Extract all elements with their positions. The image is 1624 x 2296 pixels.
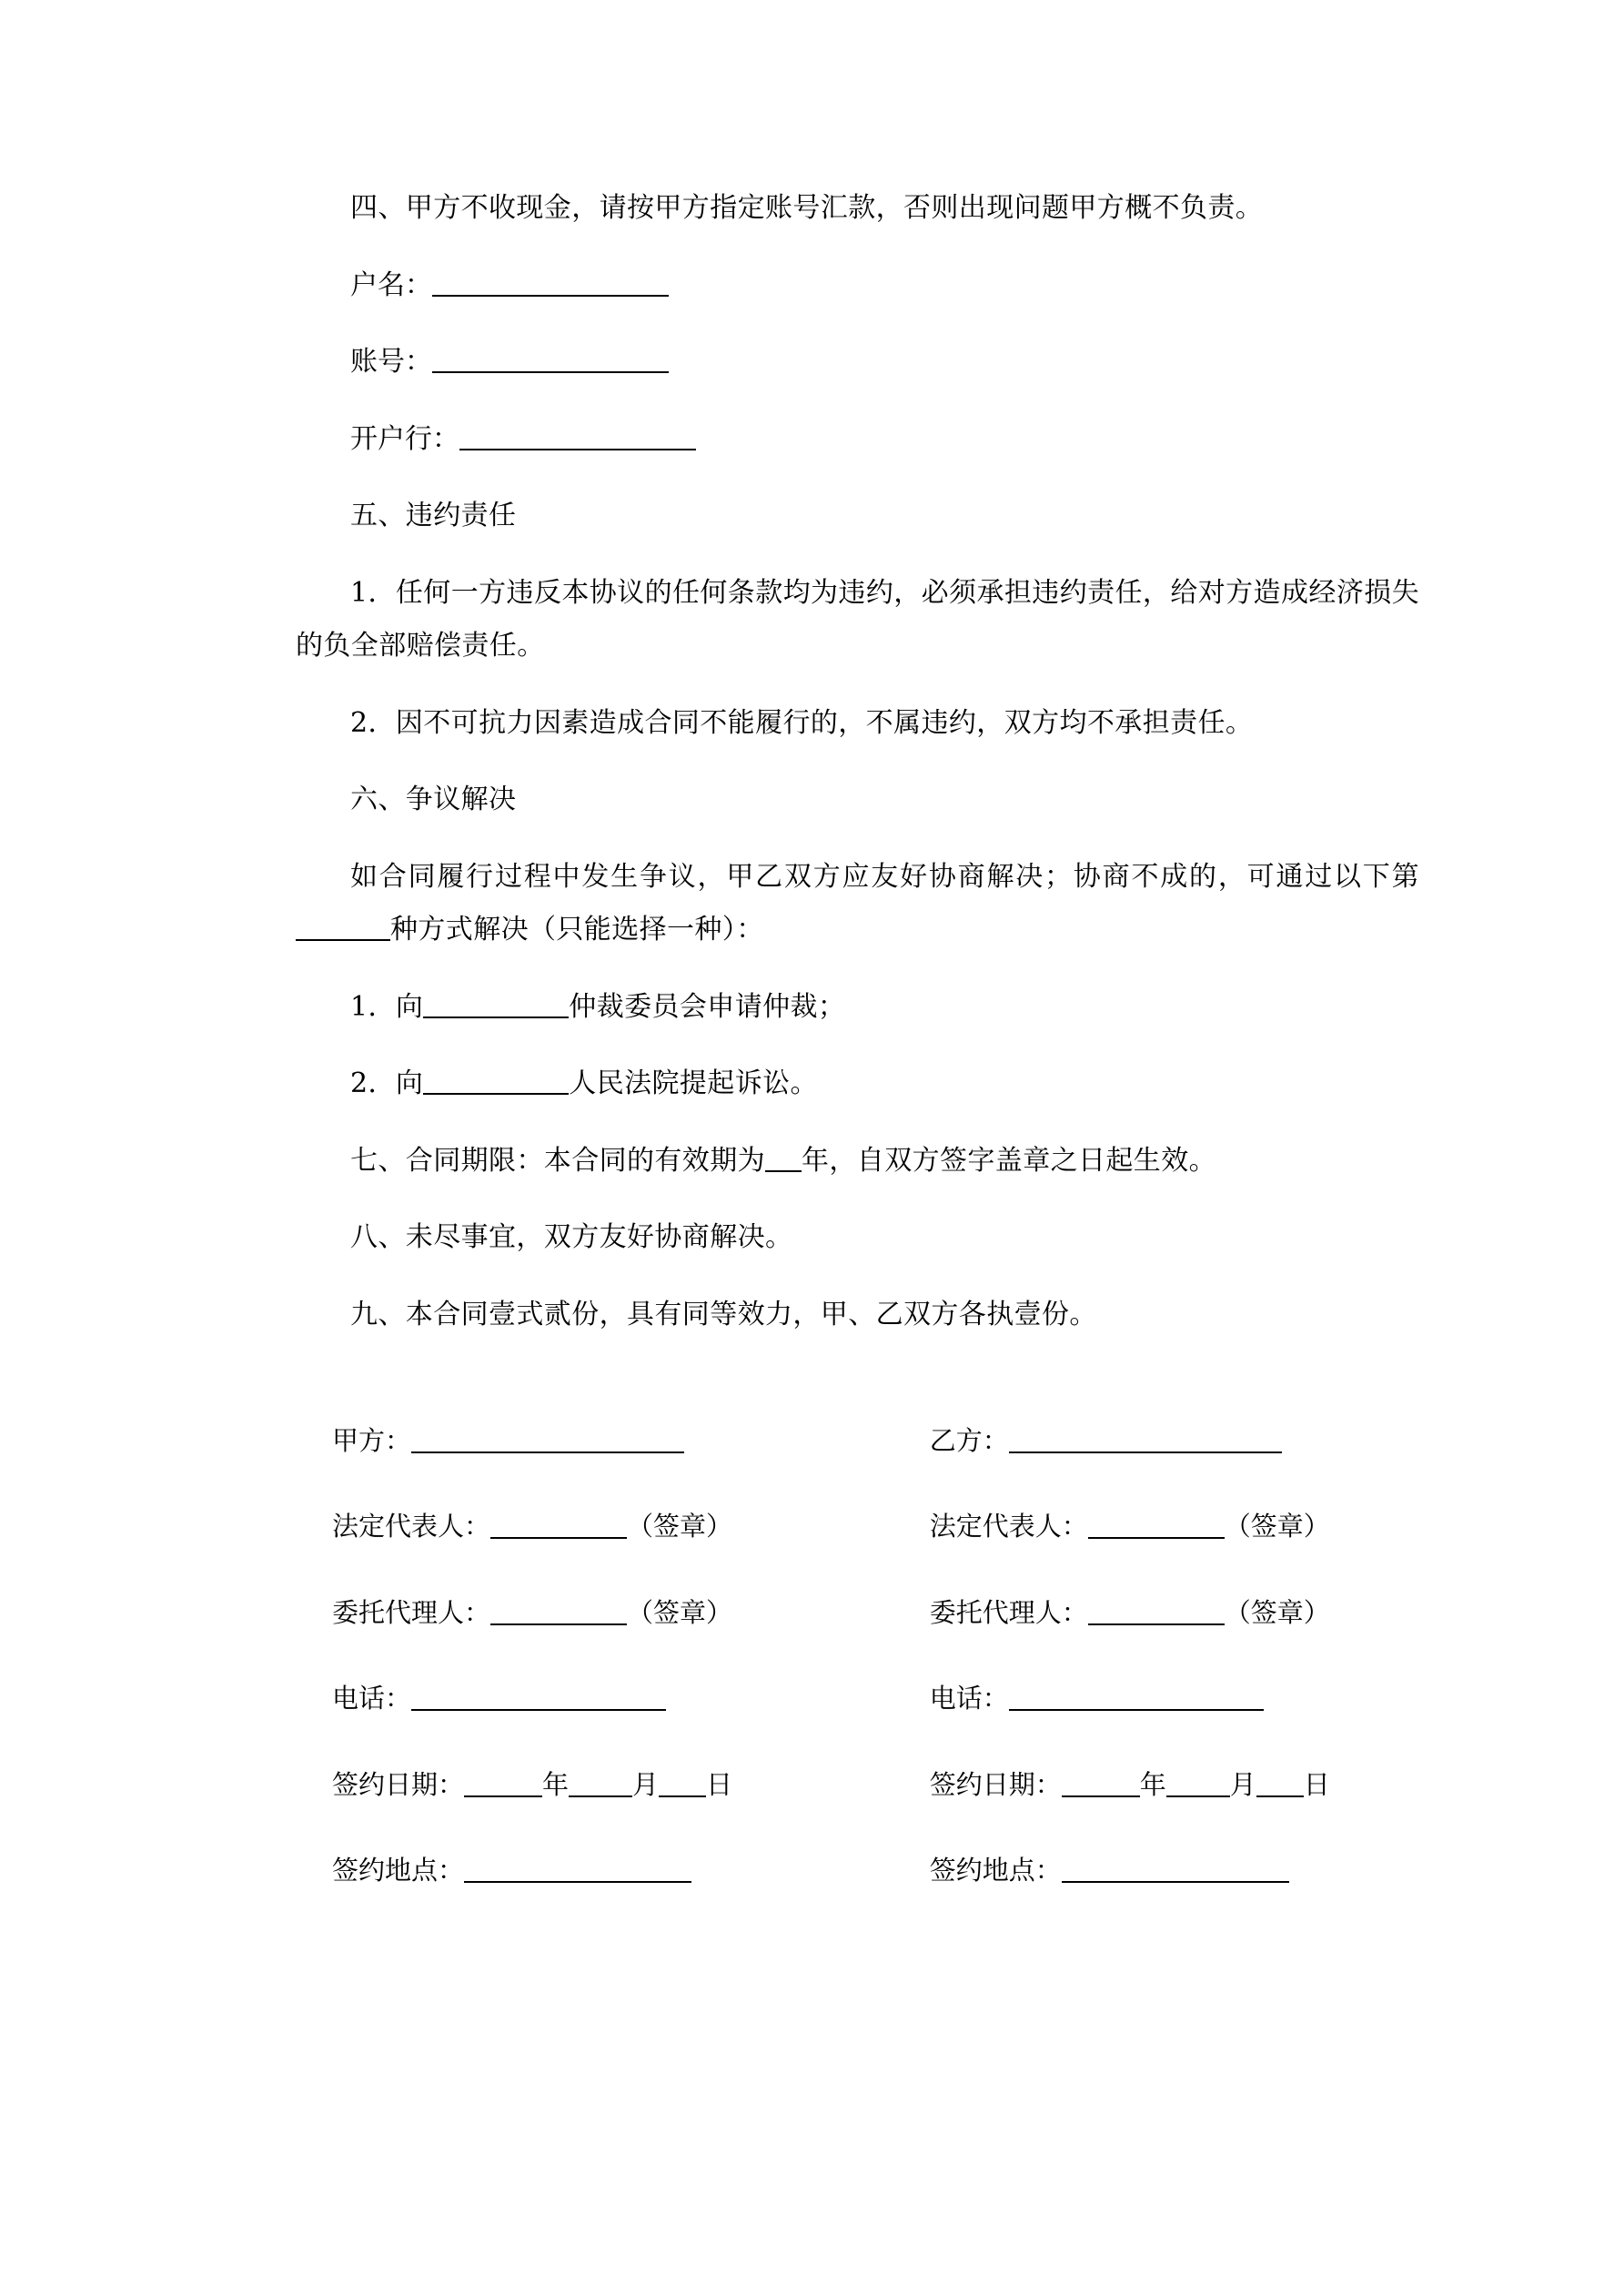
account-name-line [296, 259, 1419, 313]
party-b-name-label: 乙方： [929, 1425, 1009, 1456]
party-a-name-blank[interactable] [411, 1451, 684, 1453]
party-b-legal-rep-label: 法定代表人： [929, 1511, 1088, 1542]
signature-column-party-b [857, 1420, 1419, 1935]
section-6-body-part1: 如合同履行过程中发生争议，甲乙双方应友好协商解决；协商不成的，可通过以下第 [350, 860, 1419, 893]
party-a-legal-rep-note: （签章） [627, 1511, 733, 1542]
party-b-name-row [930, 1420, 1419, 1462]
section-6-body [296, 851, 1419, 957]
account-name-label: 户名： [350, 268, 432, 301]
court-name-blank[interactable] [423, 1093, 569, 1095]
party-a-place-row [332, 1849, 857, 1891]
party-b-place-blank[interactable] [1062, 1881, 1289, 1883]
party-a-agent-note: （签章） [627, 1596, 733, 1628]
party-a-place-label: 签约地点： [332, 1854, 465, 1886]
party-b-agent-row [930, 1592, 1419, 1633]
dispute-option-blank-2[interactable] [343, 939, 390, 941]
bank-label: 开户行： [350, 422, 459, 455]
party-b-agent-blank[interactable] [1088, 1623, 1225, 1625]
signature-column-party-a [296, 1420, 857, 1935]
party-a-day-blank[interactable] [659, 1795, 706, 1797]
party-b-year-blank[interactable] [1062, 1795, 1140, 1797]
section-5-item-1: 1．任何一方违反本协议的任何条款均为违约，必须承担违约责任，给对方造成经济损失的负全部赔偿责任。 [296, 576, 1419, 662]
party-a-legal-rep-blank[interactable] [490, 1537, 627, 1539]
party-a-day-unit: 日 [706, 1768, 733, 1800]
party-b-month-unit: 月 [1229, 1768, 1256, 1800]
court-prefix: 2．向 [350, 1067, 424, 1099]
party-a-year-blank[interactable] [464, 1795, 542, 1797]
section-7-suffix: 年，自双方签字盖章之日起生效。 [802, 1144, 1216, 1177]
account-number-label: 账号： [350, 346, 432, 378]
court-suffix: 人民法院提起诉讼。 [569, 1067, 818, 1099]
section-6-heading: 六、争议解决 [350, 784, 517, 815]
party-a-agent-label: 委托代理人： [332, 1596, 491, 1628]
party-b-date-row [930, 1764, 1419, 1805]
party-b-agent-label: 委托代理人： [929, 1596, 1088, 1628]
arbitration-committee-blank[interactable] [423, 1017, 569, 1018]
party-b-year-unit: 年 [1139, 1768, 1166, 1800]
party-a-tel-blank[interactable] [411, 1709, 666, 1711]
party-b-tel-label: 电话： [929, 1683, 1009, 1714]
party-a-date-row [332, 1764, 857, 1805]
section-4-heading: 四、甲方不收现金，请按甲方指定账号汇款，否则出现问题甲方概不负责。 [350, 192, 1264, 224]
party-b-agent-note: （签章） [1224, 1596, 1330, 1628]
section-7-line [296, 1135, 1419, 1188]
party-b-month-blank[interactable] [1166, 1795, 1230, 1797]
account-name-blank[interactable] [432, 295, 669, 297]
party-a-agent-row [332, 1592, 857, 1633]
section-8-line: 八、未尽事宜，双方友好协商解决。 [350, 1221, 793, 1253]
party-a-tel-row [332, 1677, 857, 1719]
party-b-date-label: 签约日期： [929, 1768, 1062, 1800]
party-b-legal-rep-blank[interactable] [1088, 1537, 1225, 1539]
arbitration-suffix: 仲裁委员会申请仲裁； [569, 990, 846, 1023]
party-a-legal-rep-label: 法定代表人： [332, 1511, 491, 1542]
party-a-name-row [332, 1420, 857, 1462]
party-a-tel-label: 电话： [332, 1683, 412, 1714]
party-a-month-blank[interactable] [569, 1795, 632, 1797]
party-a-agent-blank[interactable] [490, 1623, 627, 1625]
party-a-place-blank[interactable] [464, 1881, 691, 1883]
party-b-legal-rep-row [930, 1505, 1419, 1547]
account-number-blank[interactable] [432, 371, 669, 373]
contract-term-blank[interactable] [765, 1170, 802, 1172]
party-b-day-blank[interactable] [1256, 1795, 1304, 1797]
section-6-body-part2: 种方式解决（只能选择一种）： [390, 914, 764, 946]
party-a-year-unit: 年 [542, 1768, 570, 1800]
section-9-line: 九、本合同壹式贰份，具有同等效力，甲、乙双方各执壹份。 [350, 1298, 1097, 1330]
party-a-legal-rep-row [332, 1505, 857, 1547]
bank-name-line [296, 413, 1419, 467]
party-b-name-blank[interactable] [1009, 1451, 1282, 1453]
party-b-legal-rep-note: （签章） [1224, 1511, 1330, 1542]
party-b-tel-blank[interactable] [1009, 1709, 1264, 1711]
party-a-month-unit: 月 [632, 1768, 660, 1800]
section-5-item-2: 2．因不可抗力因素造成合同不能履行的，不属违约，双方均不承担责任。 [350, 706, 1254, 739]
party-b-day-unit: 日 [1303, 1768, 1330, 1800]
party-b-place-row [930, 1849, 1419, 1891]
dispute-option-blank-1[interactable] [296, 939, 343, 941]
section-6-item-1 [296, 981, 1419, 1035]
party-b-place-label: 签约地点： [929, 1854, 1062, 1886]
party-a-name-label: 甲方： [332, 1425, 412, 1456]
section-5-heading: 五、违约责任 [350, 500, 517, 531]
party-a-date-label: 签约日期： [332, 1768, 465, 1800]
arbitration-prefix: 1．向 [350, 990, 424, 1023]
bank-blank[interactable] [459, 449, 696, 450]
party-b-tel-row [930, 1677, 1419, 1719]
section-6-item-2 [296, 1057, 1419, 1111]
section-7-prefix: 七、合同期限：本合同的有效期为 [350, 1144, 765, 1177]
signature-area [296, 1420, 1419, 1935]
account-number-line [296, 336, 1419, 389]
